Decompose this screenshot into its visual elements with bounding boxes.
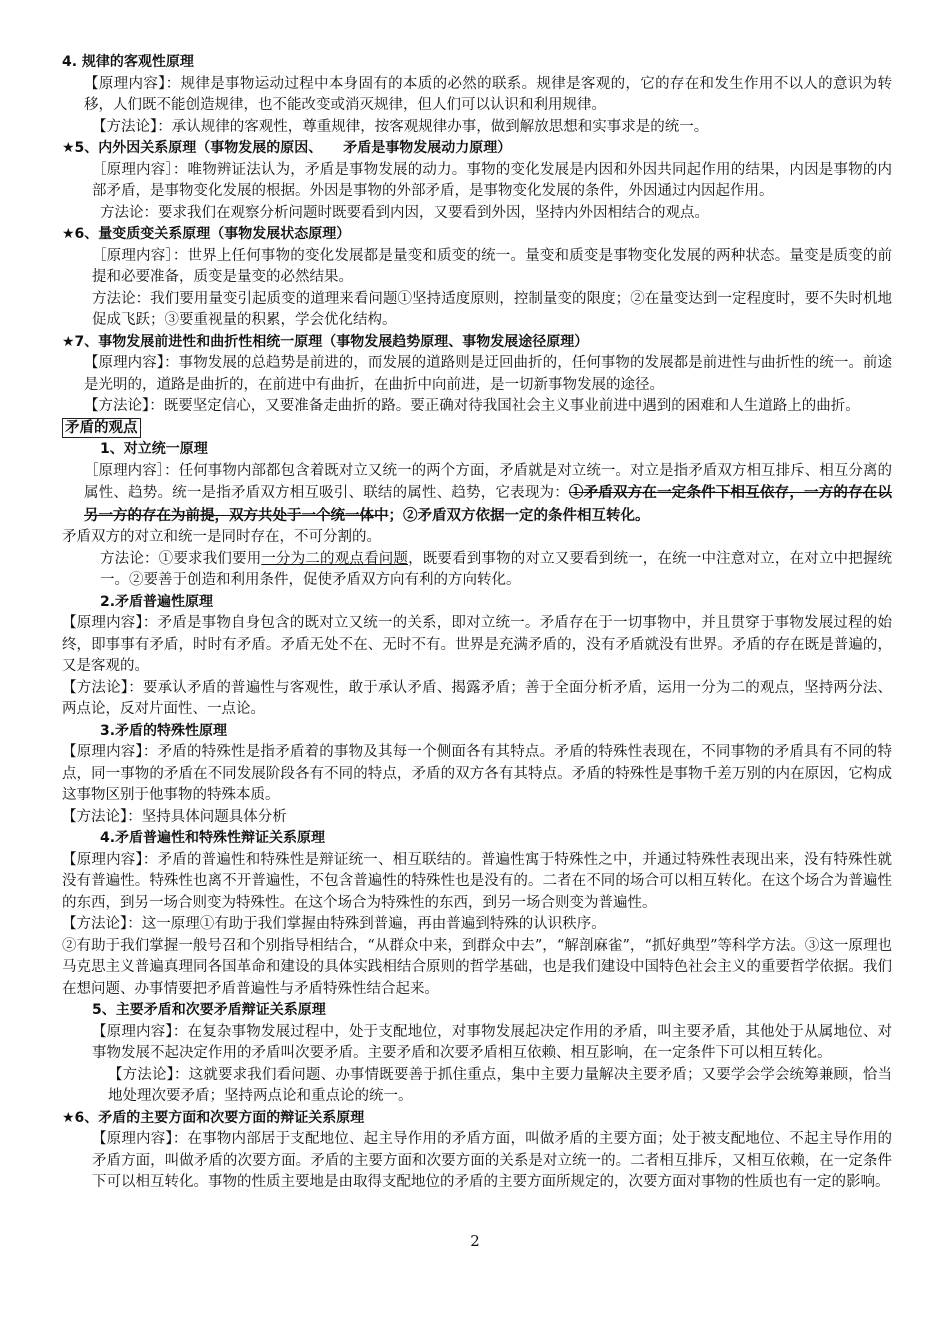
- paragraph: 【原理内容】：矛盾是事物自身包含的既对立又统一的关系，即对立统一。矛盾存在于一切事物中，并且贯穿于事物发展过程的始终，即事事有矛盾，时时有矛盾。矛盾无处不在、无时不有。世界是充满矛盾的，没有矛盾就没有世界。矛盾的存在既是普遍的，又是客观的。: [62, 615, 892, 674]
- paragraph: 【原理内容】：规律是事物运动过程中本身固有的本质的必然的联系。规律是客观的，它的存在和发生作用不以人的意识为转移，人们既不能创造规律，也不能改变或消灭规律，但人们可以认识和利用规律。: [84, 75, 892, 113]
- method-paragraph: 【方法论】：要承认矛盾的普遍性与客观性，敢于承认矛盾、揭露矛盾；善于全面分析矛盾，运用一分为二的观点，坚持两分法、两点论，反对片面性、一点论。: [62, 679, 892, 717]
- paragraph: 【原理内容】：矛盾的普遍性和特殊性是辩证统一、相互联结的。普遍性寓于特殊性之中，并通过特殊性表现出来，没有特殊性就没有普遍性。特殊性也离不开普遍性，不包含普遍性的特殊性也是没有的。二者在不同的场合可以相互转化。在这个场合为普遍性的东西，到另一场合则变为特殊性。在这个场合为特殊性的东西，到另一场合则变为普遍性。: [62, 851, 892, 911]
- underlined-text: 一分为二的观点看问题: [261, 550, 409, 567]
- subheading: 3.矛盾的特殊性原理: [100, 722, 228, 739]
- method-paragraph: 方法论：我们要用量变引起质变的道理来看问题①坚持适度原则，控制量变的限度；②在量变达到一定程度时，要不失时机地促成飞跃；③要重视量的积累，学会优化结构。: [92, 290, 892, 328]
- paragraph: ［原理内容］：任何事物内部都包含着既对立又统一的两个方面，矛盾就是对立统一。对立是指矛盾双方相互排斥、相互分离的属性、趋势。统一是指矛盾双方相互吸引、联结的属性、趋势，它表现为：①矛盾双方在一定条件下相互依存，一方的存在以另一方的存在为前提，双方共处于一个统一体中；②矛盾双方依据一定的条件相互转化。: [84, 462, 893, 524]
- section-title-box: 矛盾的观点: [62, 418, 141, 438]
- subheading: 4.矛盾普遍性和特殊性辩证关系原理: [100, 830, 326, 846]
- method-paragraph: 【方法论】：坚持具体问题具体分析: [62, 808, 287, 825]
- heading-6b: ★6、矛盾的主要方面和次要方面的辩证关系原理: [62, 1109, 365, 1126]
- document-page: [62, 52, 892, 1194]
- paragraph: ②有助于我们掌握一般号召和个别指导相结合，“从群众中来，到群众中去”，“解剖麻雀”，“抓好典型”等科学方法。③这一原理也马克思主义普遍真理同各国革命和建设的具体实践相结合原则的哲学基础，也是我们建设中国特色社会主义的重要哲学依据。我们在想问题、办事情要把矛盾普遍性与矛盾特殊性结合起来。: [62, 937, 892, 997]
- method-paragraph: 【方法论】：既要坚定信心，又要准备走曲折的路。要正确对待我国社会主义事业前进中遇到的困难和人生道路上的曲折。: [84, 398, 860, 414]
- subheading: 5、主要矛盾和次要矛盾辩证关系原理: [92, 1002, 326, 1018]
- paragraph: 【原理内容】：矛盾的特殊性是指矛盾着的事物及其每一个侧面各有其特点。矛盾的特殊性表现在，不同事物的矛盾具有不同的特点，同一事物的矛盾在不同发展阶段各有不同的特点，矛盾的双方各有其特点。矛盾的特殊性是事物千差万别的内在原因，它构成这事物区别于他事物的特殊本质。: [62, 744, 892, 803]
- paragraph: 【原理内容】：事物发展的总趋势是前进的，而发展的道路则是迂回曲折的，任何事物的发展都是前进性与曲折性的统一。前途是光明的，道路是曲折的，在前进中有曲折，在曲折中向前进，是一切新事物发展的途径。: [84, 355, 892, 393]
- subheading: 2.矛盾普遍性原理: [100, 593, 214, 610]
- method-paragraph: 【方法论】：承认规律的客观性，尊重规律，按客观规律办事，做到解放思想和实事求是的统一。: [92, 118, 709, 135]
- heading-7: ★7、事物发展前进性和曲折性相统一原理（事物发展趋势原理、事物发展途径原理）: [62, 333, 589, 350]
- struck-text: ①矛盾双方在一定条件下相互依存，一方的存在以另一方的存在为前提，双方共处于一个统一体中: [84, 484, 893, 524]
- method-paragraph: 【方法论】：这就要求我们看问题、办事情既要善于抓住重点，集中主要力量解决主要矛盾；又要学会学会统筹兼顾，恰当地处理次要矛盾；坚持两点论和重点论的统一。: [108, 1066, 892, 1104]
- method-paragraph: 【方法论】：这一原理①有助于我们掌握由特殊到普遍，再由普遍到特殊的认识秩序。: [62, 916, 606, 932]
- page-number: 2: [470, 1232, 480, 1250]
- method-paragraph: 方法论：①要求我们要用一分为二的观点看问题，既要看到事物的对立又要看到统一，在统一中注意对立，在对立中把握统一。②要善于创造和利用条件，促使矛盾双方向有利的方向转化。: [100, 550, 893, 588]
- heading-4: 4. 规律的客观性原理: [62, 54, 194, 70]
- paragraph: 矛盾双方的对立和统一是同时存在，不可分割的。: [62, 529, 381, 545]
- paragraph: ［原理内容］：世界上任何事物的变化发展都是量变和质变的统一。量变和质变是事物变化发展的两种状态。量变是质变的前提和必要准备，质变是量变的必然结果。: [92, 247, 892, 285]
- paragraph: ［原理内容］：唯物辨证法认为，矛盾是事物发展的动力。事物的变化发展是内因和外因共同起作用的结果，内因是事物的内部矛盾，是事物变化发展的根据。外因是事物的外部矛盾，是事物变化发展的条件，外因通过内因起作用。: [92, 161, 892, 199]
- paragraph: 【原理内容】：在复杂事物发展过程中，处于支配地位，对事物发展起决定作用的矛盾，叫主要矛盾，其他处于从属地位、对事物发展不起决定作用的矛盾叫次要矛盾。主要矛盾和次要矛盾相互依赖、相互影响，在一定条件下可以相互转化。: [92, 1023, 892, 1061]
- heading-6: ★6、量变质变关系原理（事物发展状态原理）: [62, 226, 351, 242]
- method-paragraph: 方法论：要求我们在观察分析问题时既要看到内因，又要看到外因，坚持内外因相结合的观点。: [100, 204, 709, 221]
- heading-5: ★5、内外因关系原理（事物发展的原因、 矛盾是事物发展动力原理）: [62, 140, 512, 156]
- paragraph: 【原理内容】：在事物内部居于支配地位、起主导作用的矛盾方面，叫做矛盾的主要方面；处于被支配地位、不起主导作用的矛盾方面，叫做矛盾的次要方面。矛盾的主要方面和次要方面的关系是对立统一的。二者相互排斥，又相互依赖，在一定条件下可以相互转化。事物的性质主要地是由取得支配地位的矛盾的主要方面所规定的，次要方面对事物的性质也有一定的影响。: [92, 1131, 892, 1190]
- subheading: 1、对立统一原理: [100, 441, 208, 457]
